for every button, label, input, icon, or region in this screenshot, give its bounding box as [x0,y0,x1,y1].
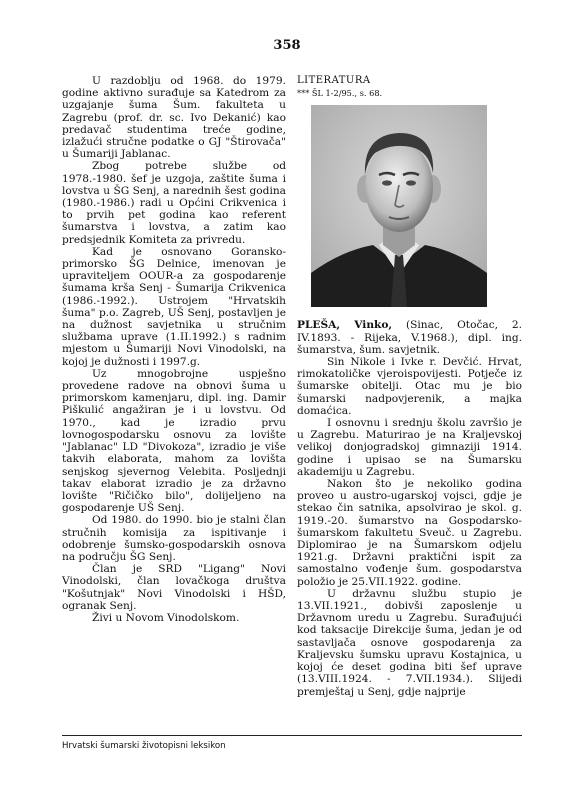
biography-intro [297,319,522,356]
paragraph: Sin Nikole i Ivke r. Devčić. Hrvat, rimokatoličke vjeroispovijesti. Potječe iz šumarske obitelji. Otac mu je bio šumarski nadpovjerenik, a majka domaćica. [297,356,522,417]
page-number: 358 [273,38,301,53]
paragraph: Od 1980. do 1990. bio je stalni član stručnih komisija za ispitivanje i odobrenje šumsko-gospodarskih osnova na području ŠG Senj. [62,514,286,563]
footer-rule [62,735,522,736]
biography-name: PLEŠA, Vinko, [297,319,393,332]
portrait-photo [311,105,487,307]
literature-reference: *** ŠL 1-2/95., s. 68. [297,88,383,99]
paragraph: Kad je osnovano Goransko-primorsko ŠG Delnice, imenovan je upraviteljem OOUR-a za gospodarenje šumama krša Senj - Šumarija Crikvenica (1986.-1992.). Ustrojem "Hrvatskih šuma" p.o. Zagreb, UŠ Senj, postavljen je na dužnost savjetnika u stručnim službama uprave (1.II.1992.) s radnim mjestom u Šumariji Novi Vinodolski, na kojoj je dužnosti i 1997.g. [62,245,286,368]
footer-text: Hrvatski šumarski životopisni leksikon [62,741,226,751]
paragraph: Uz mnogobrojne uspješno provedene radove na obnovi šuma u primorskom kamenjaru, dipl. ing. Damir Piškulić angažiran je i u lovstvu. Od 1970., kad je izradio prvu lovnogospodarsku osnovu za lovište "Jablanac" LD "Divokoza", izradio je više takvih elaborata, mahom za lovišta senjskog sjevernog Velebita. Posljednji takav elaborat izradio je za državno lovište "Ričičko bilo", dolijeljeno na gospodarenje UŠ Senj. [62,367,286,515]
paragraph: I osnovnu i srednju školu završio je u Zagrebu. Maturirao je na Kraljevskoj velikoj donjogradskoj gimnaziji 1914. godine i upisao se na Šumarsku akademiju u Zagrebu. [297,417,522,478]
paragraph: Živi u Novom Vinodolskom. [92,611,240,624]
paragraph: Nakon što je nekoliko godina proveo u austro-ugarskoj vojsci, gdje je stekao čin satnika, apsolvirao je skol. g. 1919.-20. šumarstvo na Gospodarsko-šumarskom fakultetu Sveuč. u Zagrebu. Diplomirao je na Šumarskom odjelu 1921.g. Državni praktični ispit za samostalno vođenje šum. gospodarstva položio je 25.VII.1922. godine. [297,478,522,588]
literature-heading: LITERATURA [297,75,371,86]
paragraph: Zbog potrebe službe od 1978.-1980. šef je uzgoja, zaštite šuma i lovstva u ŠG Senj, a narednih šest godina (1980.-1986.) radi u Općini Crikvenica i to prvih pet godina kao referent šumarstva i lovstva, a zatim kao predsjednik Komiteta za privredu. [62,160,286,246]
left-column [62,75,286,624]
right-column [297,75,522,698]
paragraph: Član je SRD "Ligang" Novi Vinodolski, član lovačkoga društva "Košutnjak" Novi Vinodolski i HŠD, ogranak Senj. [62,563,286,612]
biography-intro-text: (Sinac, Otočac, 2. IV.1893. - Rijeka, V.1968.), dipl. ing. šumarstva, šum. savjetnik. [297,319,522,356]
paragraph: U razdoblju od 1968. do 1979. godine aktivno surađuje sa Katedrom za uzgajanje šuma Šum. fakulteta u Zagrebu (prof. dr. sc. Ivo Dekanić) kao predavač studentima treće godine, izlažući stručne podatke o GJ "Štirovača" u Šumariji Jablanac. [62,75,286,161]
paragraph: U državnu službu stupio je 13.VII.1921., dobivši zaposlenje u Državnom uredu u Zagrebu. Surađujući kod taksacije Direkcije šuma, jedan je od sastavljača osnove gospodarenja za Kraljevsku šumsku upravu Kostajnica, u kojoj će deset godina biti šef uprave (13.VIII.1924. - 7.VII.1934.). Slijedi premještaj u Senj, gdje najprije [297,587,522,698]
